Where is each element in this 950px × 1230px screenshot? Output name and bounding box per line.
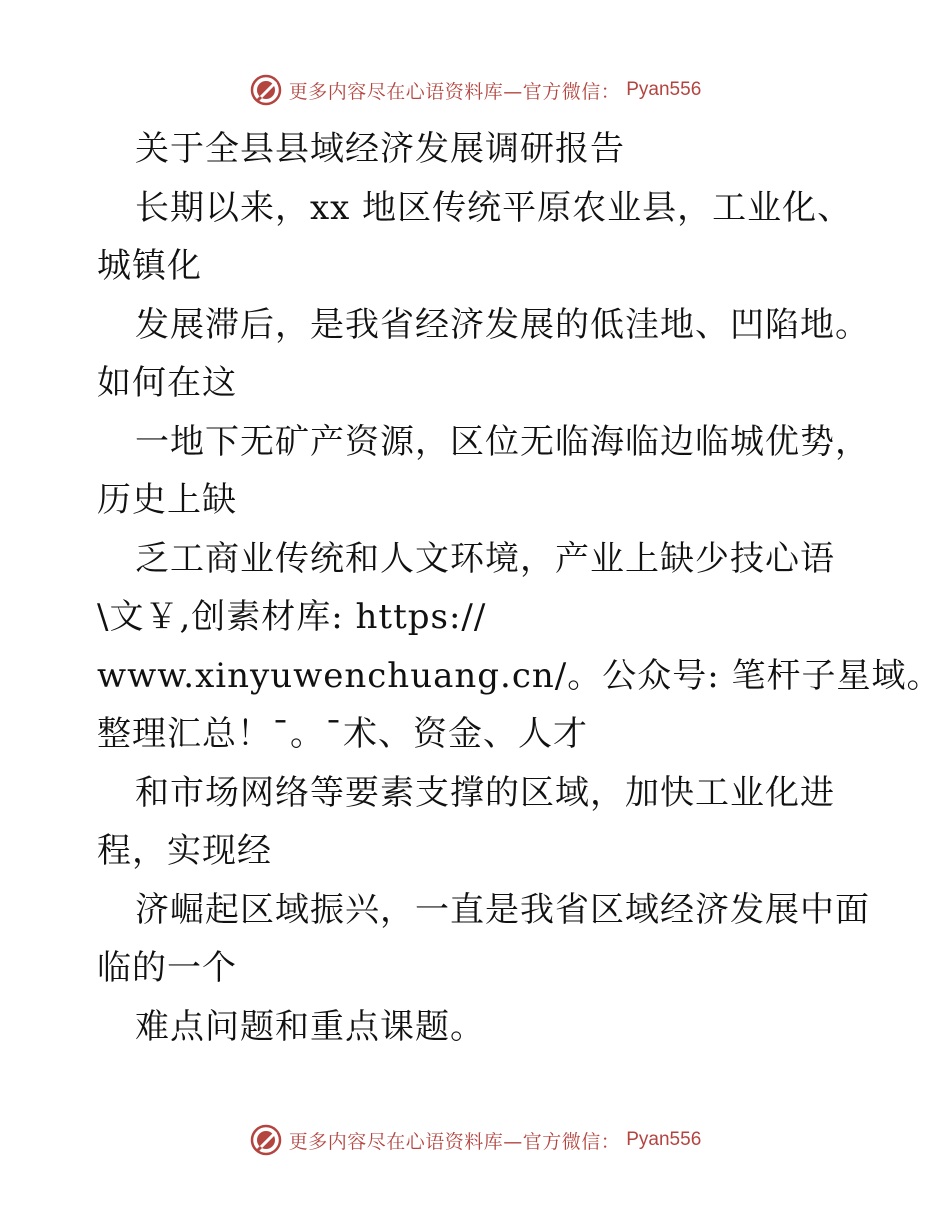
banner-wechat-id: Pyan556 xyxy=(626,1129,702,1150)
text-line: 程，实现经 xyxy=(97,831,272,871)
text-line: 如何在这 xyxy=(97,363,237,403)
text-line: 关于全县县域经济发展调研报告 xyxy=(135,129,625,169)
pen-logo-icon xyxy=(249,1123,283,1157)
banner-text: 更多内容尽在心语资料库—官方微信： xyxy=(288,80,621,103)
header-banner-inner xyxy=(249,73,702,107)
text-line: 历史上缺 xyxy=(97,480,237,520)
text-line: 济崛起区域振兴，一直是我省区域经济发展中面 xyxy=(135,889,870,930)
text-line: 难点问题和重点课题。 xyxy=(135,1006,485,1047)
text-line: 发展滞后，是我省经济发展的低洼地、凹陷地。 xyxy=(135,304,870,345)
text-line: 城镇化 xyxy=(97,246,202,286)
footer-banner xyxy=(0,1120,950,1160)
text-line: 和市场网络等要素支撑的区域，加快工业化进 xyxy=(135,772,835,813)
pen-logo-icon xyxy=(249,73,283,107)
text-line: 临的一个 xyxy=(97,948,237,988)
document-body xyxy=(97,120,942,1056)
text-line: 整理汇总！¯。¯术、资金、人才 xyxy=(97,714,588,754)
text-line: \文￥,创素材库: https:// xyxy=(97,597,487,637)
banner-text: 更多内容尽在心语资料库—官方微信： xyxy=(288,1130,621,1153)
text-line: 乏工商业传统和人文环境，产业上缺少技心语 xyxy=(135,538,835,579)
text-line: 一地下无矿产资源，区位无临海临边临城优势， xyxy=(135,421,870,462)
text-line: 长期以来，xx 地区传统平原农业县，工业化、 xyxy=(135,187,853,228)
banner-wechat-id: Pyan556 xyxy=(626,79,702,100)
header-banner xyxy=(0,70,950,110)
text-line: www.xinyuwenchuang.cn/。公众号: 笔杆子星域。 xyxy=(97,655,942,696)
footer-banner-inner xyxy=(249,1123,702,1157)
